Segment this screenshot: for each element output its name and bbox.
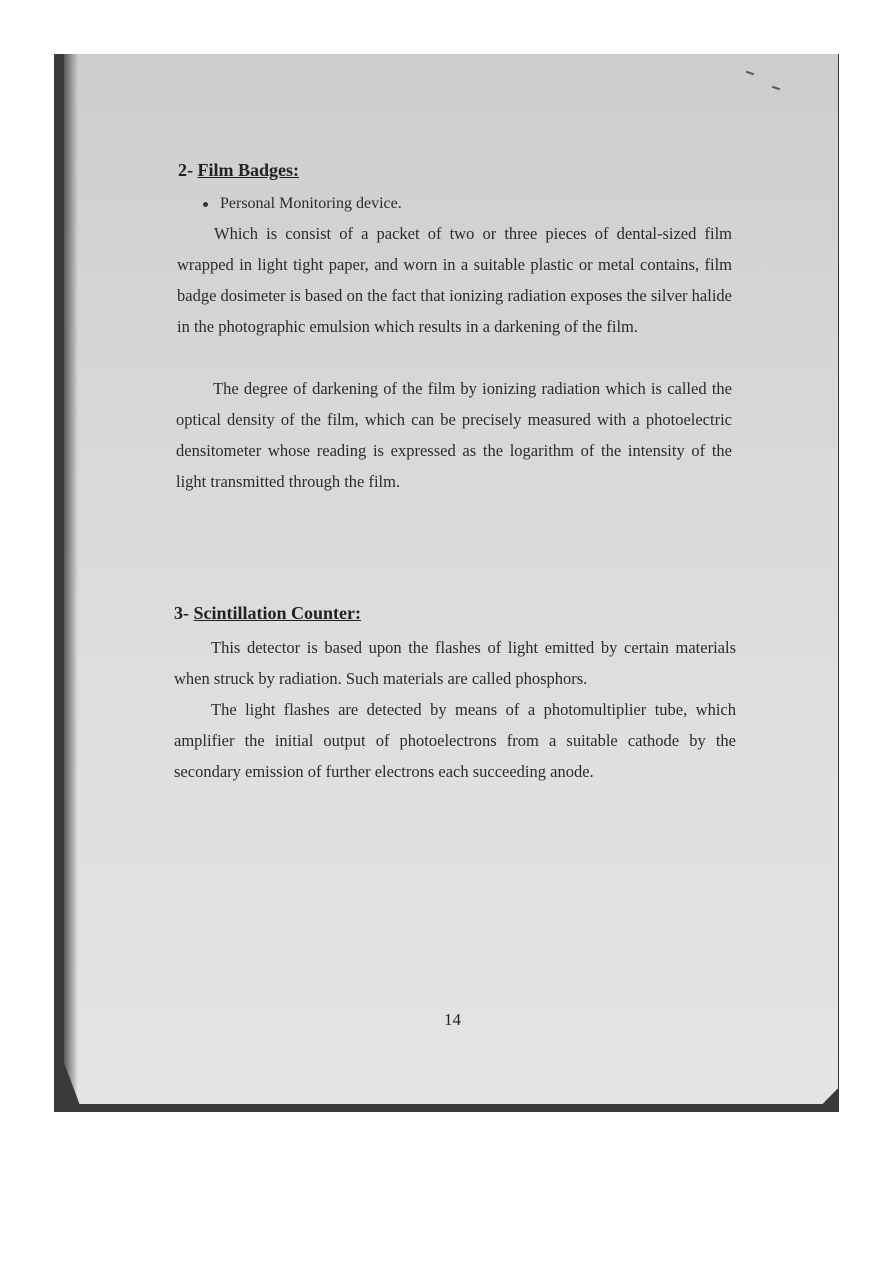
paragraph: The degree of darkening of the film by ionizing radiation which is called the optical density of the film, which can be precisely measured with a photoelectric densitometer whose reading is expressed as the logarithm of the intensity of the light transmitted through the film.: [176, 379, 732, 491]
paper-mark: [772, 86, 780, 91]
section-heading-film-badges: [178, 160, 299, 181]
section-heading-scintillation-counter: [174, 603, 361, 624]
bullet-text: Personal Monitoring device.: [220, 195, 402, 212]
bullet-item: [203, 195, 402, 213]
section-title: Film Badges:: [197, 160, 299, 180]
section-number: 2-: [178, 160, 193, 180]
paragraph: Which is consist of a packet of two or three pieces of dental-sized film wrapped in light tight paper, and worn in a suitable plastic or metal contains, film badge dosimeter is based on the fact that ionizing radiation exposes the silver halide in the photographic emulsion which results in a darkening of the film.: [177, 224, 732, 336]
paper-mark: [746, 71, 754, 76]
paragraph: This detector is based upon the flashes of light emitted by certain materials when struck by radiation. Such materials are called phosphors.: [174, 638, 736, 688]
page-number: 14: [444, 1010, 461, 1029]
section-number: 3-: [174, 603, 189, 623]
paragraph: The light flashes are detected by means of a photomultiplier tube, which amplifier the initial output of photoelectrons from a suitable cathode by the secondary emission of further electrons each succeeding anode.: [174, 700, 736, 781]
section-title: Scintillation Counter:: [193, 603, 362, 623]
bullet-dot-icon: [203, 202, 208, 207]
